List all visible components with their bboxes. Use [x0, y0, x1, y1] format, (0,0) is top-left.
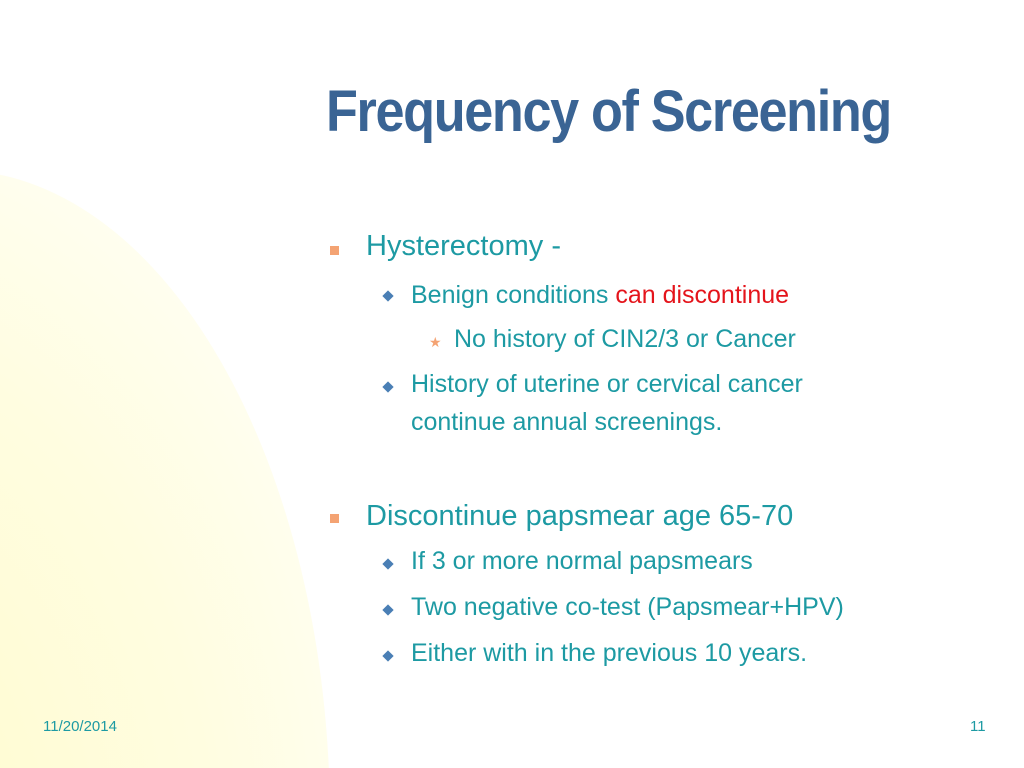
- square-bullet-icon: [330, 514, 339, 523]
- footer-date: 11/20/2014: [43, 718, 117, 735]
- star-bullet-icon: ★: [429, 334, 442, 350]
- bullet-previous-10-years: Either with in the previous 10 years.: [411, 639, 808, 667]
- bullet-normal-papsmears: If 3 or more normal papsmears: [411, 547, 753, 575]
- square-bullet-icon: [330, 246, 339, 255]
- slide-title: Frequency of Screening: [326, 79, 891, 144]
- diamond-bullet-icon: [382, 558, 393, 569]
- diamond-bullet-icon: [382, 290, 393, 301]
- diamond-bullet-icon: [382, 604, 393, 615]
- bullet-no-history: No history of CIN2/3 or Cancer: [454, 325, 796, 353]
- diamond-bullet-icon: [382, 381, 393, 392]
- slide-number: 11: [970, 718, 986, 735]
- bullet-history-uterine-cont: continue annual screenings.: [411, 408, 723, 436]
- bullet-hysterectomy: Hysterectomy -: [366, 230, 561, 262]
- diamond-bullet-icon: [382, 650, 393, 661]
- can-discontinue-highlight: can discontinue: [615, 281, 790, 309]
- benign-conditions-text: Benign conditions: [411, 281, 616, 309]
- bullet-negative-cotest: Two negative co-test (Papsmear+HPV): [411, 593, 844, 621]
- bullet-history-uterine: History of uterine or cervical cancer: [411, 370, 803, 398]
- bullet-benign-conditions: [411, 281, 789, 310]
- bullet-discontinue-papsmear: Discontinue papsmear age 65-70: [366, 500, 794, 532]
